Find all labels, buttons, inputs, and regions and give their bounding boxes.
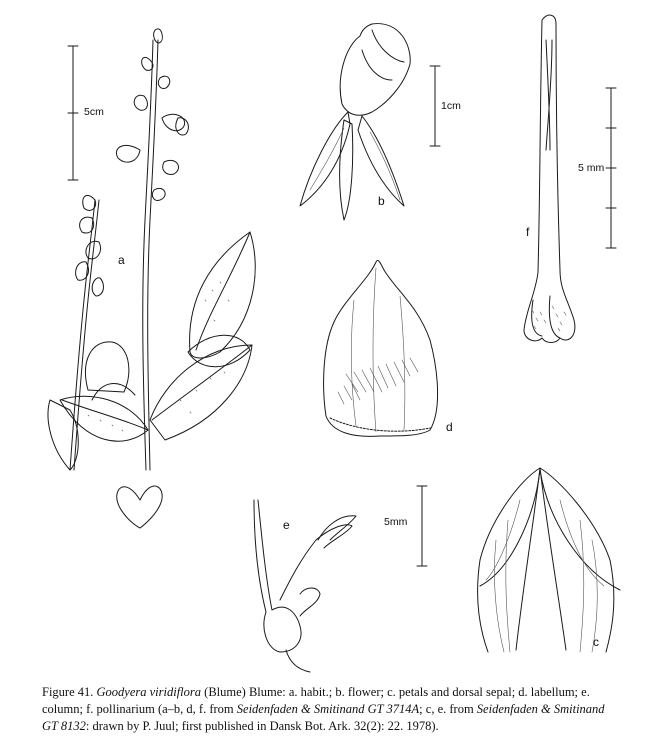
pollinarium-scale-label: 5 mm: [578, 162, 605, 174]
habit-scale-bar: [68, 46, 78, 180]
panel-label-b: b: [378, 194, 385, 208]
caption-body-1: (Blume) Blume: a. habit.; b. flower; c. petals and dorsal sepal; d. labellum; e. column; f. pollinarium (a–b, d, f. from: [42, 685, 590, 716]
caption-prefix: Figure 41.: [42, 685, 97, 699]
caption-body-3: : drawn by P. Juul; first published in Dansk Bot. Ark. 32(2): 22. 1978).: [85, 719, 439, 733]
petals-drawing: [478, 468, 620, 652]
habit-drawing: [48, 29, 255, 528]
flower-scale-label: 1cm: [441, 100, 461, 112]
panel-label-a: a: [118, 253, 125, 267]
flower-drawing: [300, 24, 440, 220]
pollinarium-scale-bar: [606, 88, 616, 248]
column-drawing: [254, 486, 427, 672]
caption-collection-2: Seidenfaden & Smitinand GT 8132: [42, 702, 605, 733]
panel-label-c: c: [593, 635, 599, 649]
caption-collection-1: Seidenfaden & Smitinand GT 3714A: [236, 702, 420, 716]
caption-body-2: ; c, e. from: [419, 702, 477, 716]
column-scale-bar: [417, 486, 427, 566]
habit-scale-label: 5cm: [84, 106, 104, 118]
flower-scale-bar: [430, 66, 440, 146]
panel-label-e: e: [283, 518, 290, 532]
figure-caption: [42, 684, 622, 735]
column-scale-label: 5mm: [384, 516, 408, 528]
caption-species: Goodyera viridiflora: [96, 685, 202, 699]
pollinarium-drawing: [524, 15, 616, 342]
panel-label-f: f: [526, 225, 530, 239]
panel-label-d: d: [446, 420, 453, 434]
labellum-drawing: [324, 260, 438, 436]
